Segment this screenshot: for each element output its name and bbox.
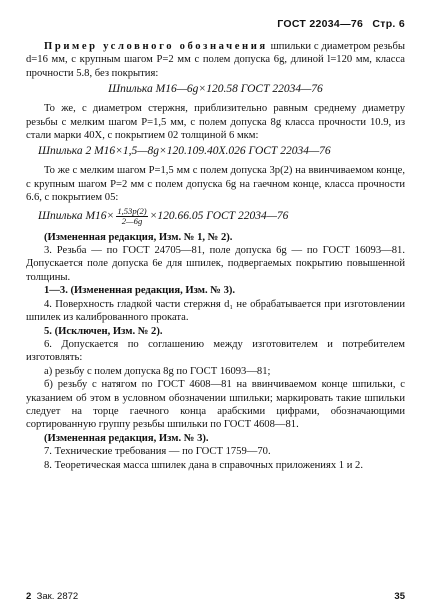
clause-item: 7. Технические требования — по ГОСТ 1759—70. [44,446,271,458]
formula-3-suffix: ×120.66.05 ГОСТ 22034—76 [149,209,289,222]
clause-item: 3. Резьба — по ГОСТ 24705—81, поле допуска 6g — по ГОСТ 16093—81. Допускается поле допуска 6е для шпилек, подвергаемых покрытию повышенной толщины. [26,245,405,283]
clause-item: 4. Поверхность гладкой части стержня d₁ не обрабатывается при изготовлении шпилек из калиброванного проката. [26,298,405,324]
header-page-number: Стр. 6 [372,18,405,30]
formula-3-prefix: Шпилька М16× [38,209,115,222]
clause-item: б) резьбу с натягом по ГОСТ 4608—81 на ввинчиваемом конце шпильки, с указанием об этом в условном обозначении шпильки; маркировать такие шпильки следует на торце гаечного конца арабскими цифрами, обозначающими сортированную группу резьбы шпильки по ГОСТ 4608—81. [26,379,405,431]
formula-3 [26,207,405,226]
example-text: шпильки с диаметром резьбы d=16 мм, с крупным шагом Р=2 мм с полем допуска 6g, длиной l=120 мм, класса прочности 5.8, без покрытия: [26,41,406,79]
clause-item: 1—3. (Измененная редакция, Изм. № 3). [44,285,236,297]
page-footer [26,591,405,602]
formula-2: Шпилька 2 М16×1,5—8g×120.109.40Х.026 ГОСТ 22034—76 [38,145,331,158]
example-2-paragraph: То же, с диаметром стержня, приблизительно равным среднему диаметру резьбы с мелким шагом Р=1,5 мм, с полем допуска 8g класса прочности 10.9, из стали марки 40Х, с покрытием 02 толщиной 6 мкм: [26,103,405,142]
clause-item: 5. (Исключен, Изм. № 2). [44,325,163,337]
fraction-denominator: 2—6g [121,215,143,226]
clause-item: 6. Допускается по соглашению между изготовителем и потребителем изготовлять: [26,338,405,364]
clause-item: а) резьбу с полем допуска 8g по ГОСТ 16093—81; [44,365,271,377]
page-header [26,18,405,30]
footer-order-number: Зак. 2872 [36,591,79,602]
footer-sheet-number: 2 [26,591,32,602]
footer-page-number: 35 [394,591,405,602]
clause-item: (Измененная редакция, Изм. № 1, № 2). [44,231,233,243]
clause-item: (Измененная редакция, Изм. № 3). [44,432,209,444]
formula-1: Шпилька М16—6g×120.58 ГОСТ 22034—76 [108,83,323,96]
example-3-paragraph: То же с мелким шагом Р=1,5 мм с полем допуска 3р(2) на ввинчиваемом конце, с крупным шагом Р=2 мм с полем допуска 6g на гаечном конце, класса прочности 6.6, с покрытием 05: [26,165,405,204]
header-gost-number: ГОСТ 22034—76 [277,18,364,30]
footer-left [26,591,78,602]
clause-item: 8. Теоретическая масса шпилек дана в справочных приложениях 1 и 2. [44,459,364,471]
fraction-numerator: 1,53р(2) [117,205,147,216]
example-heading: Пример условного обозначения [44,41,268,52]
formula-3-fraction [116,207,147,226]
clauses-list [26,231,405,472]
example-paragraph [26,40,405,80]
